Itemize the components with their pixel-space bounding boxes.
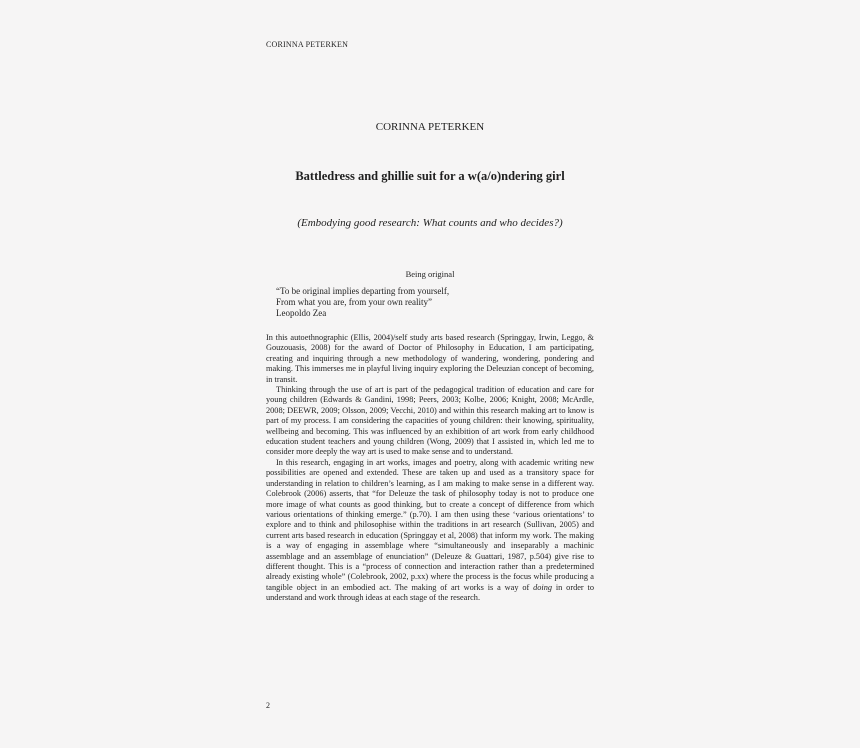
paragraph-3 bbox=[266, 458, 594, 604]
epigraph-line-2: From what you are, from your own reality” bbox=[276, 296, 432, 307]
paper-title: Battledress and ghillie suit for a w(a/o)ndering girl bbox=[295, 169, 565, 183]
emphasis-doing: doing bbox=[533, 582, 553, 592]
body-text bbox=[266, 333, 594, 604]
epigraph-attribution: Leopoldo Zea bbox=[276, 307, 327, 318]
paragraph-3-text: In this research, engaging in art works, images and poetry, along with academic writing new possibilities are opened and extended. These are taken up and used as a transitory space for understanding in relation to children’s learning, as I am making to make sense in a different way. Colebrook (2006) asserts, that “for Deleuze the task of philosophy today is not to produce one more image of what counts as good thinking, but to create a concept of difference from which various orientations of thinking emerge.” (p.70). I am then using these ‘various orientations’ to explore and to think and philosophise within the traditions in art research (Sullivan, 2005) and current arts based research in education (Springgay et al, 2008) that inform my work. The making is a way of engaging in assemblage where “simultaneously and inseparably a machinic assemblage and an assemblage of enunciation” (Deleuze & Guattari, 1987, p.504) give rise to different thought. This is a “process of connection and interaction rather than a predetermined already existing whole” (Colebrook, 2002, p.xx) where the process is the focus while producing a tangible object in an embodied act. The making of art works is a way of bbox=[266, 457, 594, 592]
paper-subtitle: (Embodying good research: What counts and who decides?) bbox=[297, 217, 563, 229]
epigraph bbox=[276, 286, 576, 318]
author-name: CORINNA PETERKEN bbox=[375, 121, 485, 133]
paragraph-1: In this autoethnographic (Ellis, 2004)/self study arts based research (Springgay, Irwin, Leggo, & Gouzouasis, 2008) for the award of Doctor of Philosophy in Education, I am participating, creating and inquiring through a new methodology of wandering, wondering, pondering and making. This immerses me in playful living inquiry exploring the Deleuzian concept of becoming, in transit. bbox=[266, 333, 594, 384]
running-head: CORINNA PETERKEN bbox=[266, 40, 349, 49]
paragraph-2: Thinking through the use of art is part of the pedagogical tradition of education and care for young children (Edwards & Gandini, 1998; Peers, 2003; Kolbe, 2006; Knight, 2008; McArdle, 2008; DEEWR, 2009; Olsson, 2009; Vecchi, 2010) and within this research making art to know is part of my process. I am considering the capacities of young children: their knowing, spirituality, wellbeing and becoming. This was influenced by an exhibition of art work from early childhood education student teachers and young children (Wong, 2009) that I assisted in, which led me to consider more deeply the way art is used to make sense and to understand. bbox=[266, 385, 594, 457]
section-heading: Being original bbox=[405, 269, 455, 279]
epigraph-line-1: “To be original implies departing from yourself, bbox=[276, 286, 450, 296]
page-number: 2 bbox=[266, 701, 270, 710]
paragraph-3-end: in order to understand and work through ideas at each stage of the research. bbox=[266, 582, 594, 603]
